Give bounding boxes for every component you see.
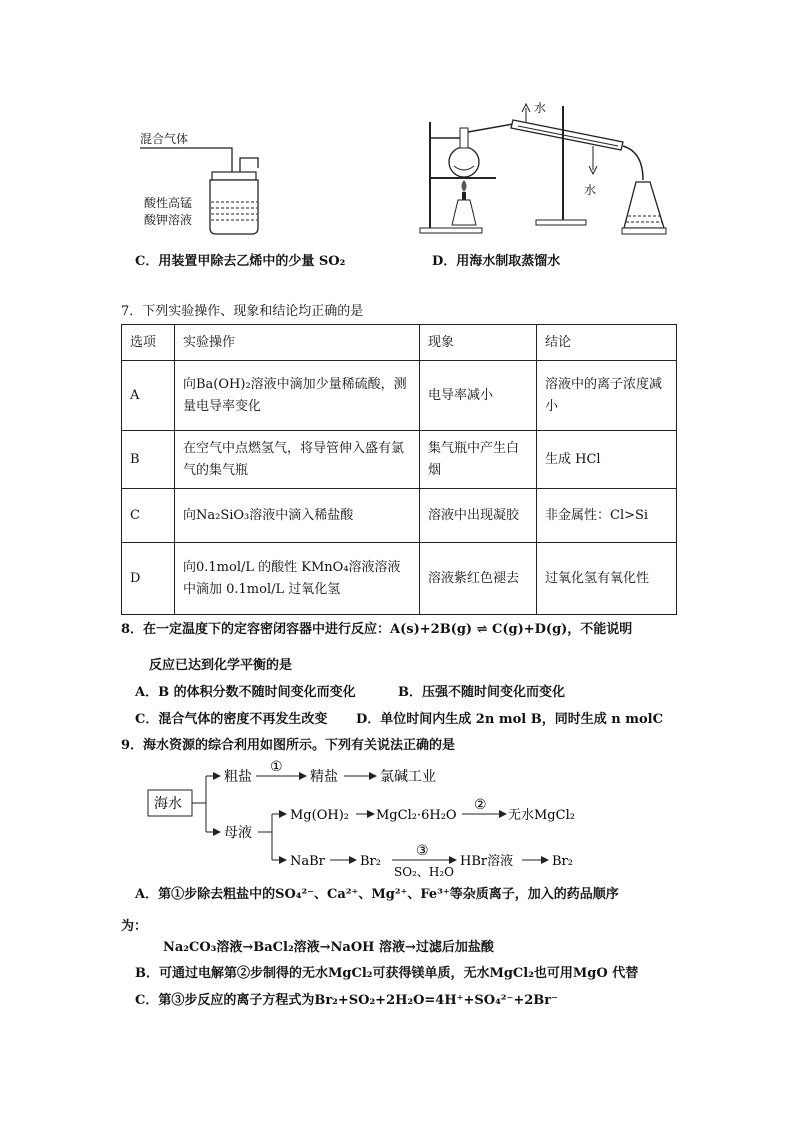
mgcl2-hydrate-label: MgCl₂·6H₂O <box>376 808 457 823</box>
crude-salt-label: 粗盐 <box>224 769 252 785</box>
table-header-row <box>122 325 677 361</box>
anhydrous-mgcl2-label: 无水MgCl₂ <box>508 808 575 823</box>
row-conclusion: 溶液中的离子浓度减小 <box>537 361 677 431</box>
mother-liquor-label: 母液 <box>224 825 252 841</box>
row-phenomenon: 溶液中出现凝胶 <box>420 489 537 543</box>
q9-option-c: C．第③步反应的离子方程式为Br₂+SO₂+2H₂O=4H⁺+SO₄²⁻+2Br⁻ <box>135 993 558 1008</box>
q8-option-a: A．B 的体积分数不随时间变化而变化 <box>135 685 356 700</box>
step3-reagents: SO₂、H₂O <box>394 865 454 879</box>
row-phenomenon: 集气瓶中产生白烟 <box>420 431 537 489</box>
table-row <box>122 361 677 431</box>
q8-option-c: C．混合气体的密度不再发生改变 <box>135 712 328 727</box>
q7-stem: 7．下列实验操作、现象和结论均正确的是 <box>121 304 364 319</box>
washing-bottle-figure <box>140 128 280 238</box>
q9-option-b: B．可通过电解第②步制得的无水MgCl₂可获得镁单质，无水MgCl₂也可用MgO 代替 <box>135 966 639 981</box>
row-phenomenon: 电导率减小 <box>420 361 537 431</box>
solution-label-2: 酸钾溶液 <box>144 213 193 227</box>
q8-option-d: D．单位时间内生成 2n mol B，同时生成 n molC <box>356 712 663 727</box>
q9-option-a-line3: Na₂CO₃溶液→BaCl₂溶液→NaOH 溶液→过滤后加盐酸 <box>163 940 494 955</box>
step2-label: ② <box>474 797 487 813</box>
header-phenomenon: 现象 <box>420 325 537 361</box>
water-out-label: 水 <box>534 101 547 115</box>
table-row <box>122 489 677 543</box>
row-operation: 向0.1mol/L 的酸性 KMnO₄溶液溶液中滴加 0.1mol/L 过氧化氢 <box>175 543 420 615</box>
row-conclusion: 生成 HCl <box>537 431 677 489</box>
header-conclusion: 结论 <box>537 325 677 361</box>
q7-table <box>121 324 677 615</box>
header-operation: 实验操作 <box>175 325 420 361</box>
row-operation: 向Na₂SiO₃溶液中滴入稀盐酸 <box>175 489 420 543</box>
q8-stem-line2: 反应已达到化学平衡的是 <box>149 658 293 673</box>
water-in-label: 水 <box>584 183 597 197</box>
solution-label-1: 酸性高锰 <box>144 196 193 210</box>
q6-option-c: C．用装置甲除去乙烯中的少量 SO₂ <box>135 254 346 269</box>
br2-label-a: Br₂ <box>360 854 381 869</box>
row-operation: 向Ba(OH)₂溶液中滴加少量稀硫酸，测量电导率变化 <box>175 361 420 431</box>
row-conclusion: 过氧化氢有氧化性 <box>537 543 677 615</box>
gas-label: 混合气体 <box>140 132 189 146</box>
row-option: A <box>122 361 175 431</box>
distillation-figure <box>418 100 668 240</box>
refined-salt-label: 精盐 <box>310 769 338 785</box>
row-option: D <box>122 543 175 615</box>
hbr-label: HBr溶液 <box>460 854 514 869</box>
seawater-label: 海水 <box>154 796 182 812</box>
chlor-alkali-label: 氯碱工业 <box>380 769 436 785</box>
step3-label: ③ <box>416 843 429 859</box>
br2-label-b: Br₂ <box>552 854 573 869</box>
row-conclusion: 非金属性：Cl>Si <box>537 489 677 543</box>
mgoh2-label: Mg(OH)₂ <box>290 808 349 823</box>
row-option: C <box>122 489 175 543</box>
q8-option-b: B．压强不随时间变化而变化 <box>398 685 565 700</box>
q9-stem: 9．海水资源的综合利用如图所示。下列有关说法正确的是 <box>121 738 456 753</box>
q9-option-a-line1: A．第①步除去粗盐中的SO₄²⁻、Ca²⁺、Mg²⁺、Fe³⁺等杂质离子，加入的药品顺序 <box>135 887 619 902</box>
header-option: 选项 <box>122 325 175 361</box>
table-row <box>122 543 677 615</box>
row-operation: 在空气中点燃氢气，将导管伸入盛有氯气的集气瓶 <box>175 431 420 489</box>
q9-option-a-line2: 为： <box>121 919 148 934</box>
row-option: B <box>122 431 175 489</box>
step1-label: ① <box>270 759 283 775</box>
nabr-label: NaBr <box>290 854 325 869</box>
q9-flow-diagram <box>140 756 600 880</box>
row-phenomenon: 溶液紫红色褪去 <box>420 543 537 615</box>
q8-stem-line1: 8．在一定温度下的定容密闭容器中进行反应：A(s)+2B(g) ⇌ C(g)+D(g)，不能说明 <box>121 622 633 637</box>
table-row <box>122 431 677 489</box>
q6-option-d: D．用海水制取蒸馏水 <box>432 254 561 269</box>
